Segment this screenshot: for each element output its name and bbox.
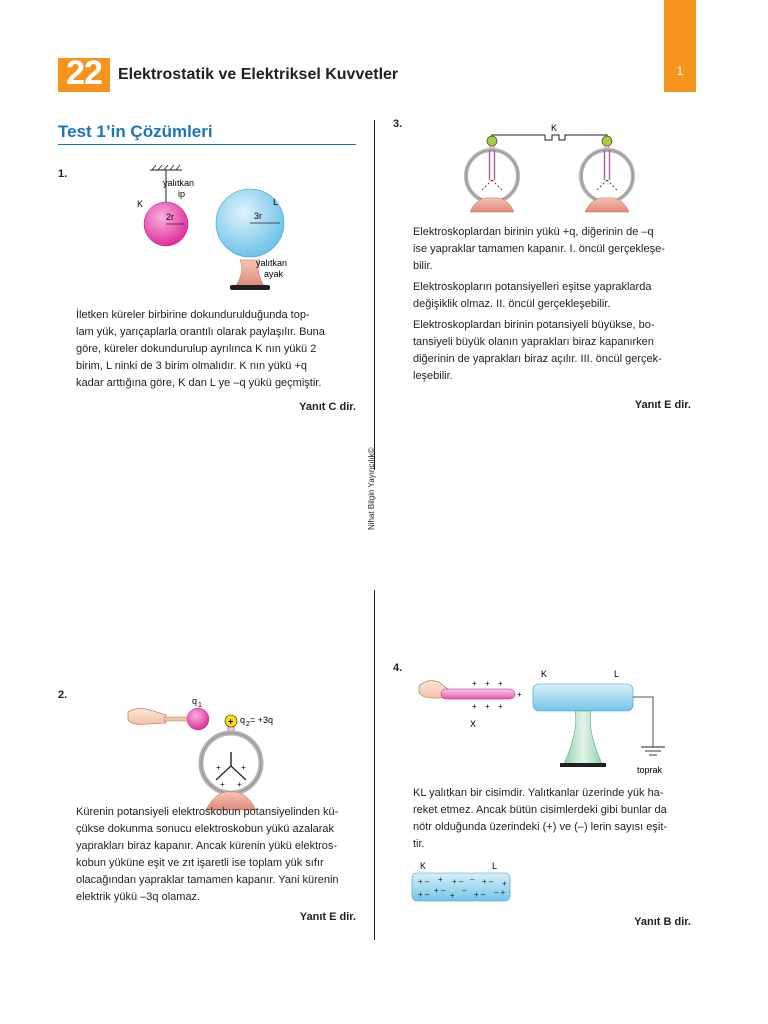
hand — [128, 708, 166, 724]
q4-line: tir. — [413, 838, 425, 850]
charged-rod-x — [441, 689, 515, 699]
svg-text:+ –: + – — [474, 890, 486, 899]
q3-answer: Yanıt E dir. — [634, 399, 691, 411]
q4-explanation — [413, 785, 691, 853]
rod-charge: + — [517, 690, 522, 699]
wire-left — [492, 135, 545, 141]
svg-text:+: + — [438, 875, 443, 884]
q3-line: tansiyeli büyük olanın yaprakları biraz kapanırken — [413, 336, 654, 348]
q3-figure — [455, 118, 695, 218]
q3-line: Elektroskopların potansiyelleri eşitse yapraklarda — [413, 281, 652, 293]
insulating-body-kl — [533, 684, 633, 711]
q2-line: olacağından yapraklar tamamen kapanır. Yani kürenin — [76, 874, 339, 886]
q4-line: KL yalıtkan bir cisimdir. Yalıtkanlar üzerinde yük ha- — [413, 787, 664, 799]
neutral-body-k-label: K — [420, 861, 427, 871]
question-3-number: 3. — [393, 118, 403, 130]
chapter-title: Elektrostatik ve Elektriksel Kuvvetler — [118, 66, 399, 83]
q3-paragraph — [413, 279, 691, 313]
wire-right — [565, 135, 607, 141]
leaf-charge: + — [220, 780, 225, 789]
rod-charge: + — [472, 679, 477, 688]
column-divider-top — [374, 120, 375, 470]
q3-paragraph — [413, 224, 691, 275]
neutral-body-l-label: L — [492, 861, 498, 871]
stand-label-1: yalıtkan — [256, 258, 288, 268]
section-title: Test 1’in Çözümleri — [58, 122, 213, 141]
q1-line: birim, L ninki de 3 birim olmalıdır. K nın yükü +q — [76, 360, 307, 372]
rod-label-x: X — [470, 719, 477, 729]
q3-line: ise yapraklar tamamen kapanır. I. öncül gerçekleşe- — [413, 243, 665, 255]
svg-text:–: – — [462, 886, 467, 895]
switch-k-label: K — [551, 123, 558, 133]
leaf-charge: + — [237, 780, 242, 789]
q2-line: elektrik yükü –3q olamaz. — [76, 891, 201, 903]
q3-line: değişiklik olmaz. II. öncül gerçekleşebilir. — [413, 298, 611, 310]
q3-line: diğerinin de yaprakları biraz açılır. III. öncül gerçek- — [413, 353, 662, 365]
rod-charge: + — [472, 702, 477, 711]
knob-plus-sign: + — [228, 716, 234, 727]
sphere-l-label: L — [273, 197, 279, 207]
q3-line: Elektroskoplardan birinin potansiyeli büyükse, bo- — [413, 319, 655, 331]
ground-symbol — [641, 747, 665, 755]
insulating-pedestal — [564, 711, 602, 764]
string-label-1: yalıtkan — [163, 178, 195, 188]
leaf-charge: + — [216, 763, 221, 772]
switch-k — [545, 135, 565, 140]
q3-explanation — [413, 224, 691, 385]
page-number: 1 — [676, 64, 684, 78]
question-2-number: 2. — [58, 689, 68, 701]
q2-line: çükse dokunma sonucu elektroskobun yükü azalarak — [76, 823, 335, 835]
chapter-number: 22 — [66, 54, 102, 92]
column-divider-bottom — [374, 590, 375, 940]
rod-charge: + — [485, 702, 490, 711]
svg-text:– +: – + — [494, 888, 506, 897]
q4-line: reket etmez. Ancak bütün cisimlerdeki gibi bunlar da — [413, 804, 667, 816]
q1-subscript: 1 — [198, 702, 202, 709]
q4-answer: Yanıt B dir. — [634, 916, 691, 928]
q4-line: nötr olduğunda üzerindeki (+) ve (–) lerin sayısı eşit- — [413, 821, 668, 833]
rod-charge: + — [498, 702, 503, 711]
q3-line: Elektroskoplardan birinin yükü +q, diğerinin de –q — [413, 226, 654, 238]
svg-text:+: + — [450, 891, 455, 900]
publisher-vertical-text: Nihat Bilgin Yayıncılık© — [367, 447, 376, 530]
electroscope-right-knob — [602, 136, 612, 146]
q2-symbol: q — [240, 715, 246, 725]
q2-answer: Yanıt E dir. — [299, 911, 356, 923]
stand-label-2: ayak — [264, 269, 284, 279]
electroscope-left-base — [470, 198, 514, 212]
q2-line: yaprakları biraz kapanır. Ancak kürenin yükü elektros- — [76, 840, 338, 852]
q1-answer: Yanıt C dir. — [299, 401, 356, 413]
question-4-number: 4. — [393, 662, 403, 674]
svg-text:+ –: + – — [452, 877, 464, 886]
sphere-l-radius: 3r — [254, 211, 263, 221]
sphere-q1 — [187, 708, 209, 730]
leaf-charge: + — [241, 763, 246, 772]
string-label-2: ip — [178, 189, 186, 199]
q1-line: lam yük, yarıçaplarla orantılı olarak paylaşılır. Buna — [76, 326, 325, 338]
q3-line: bilir. — [413, 260, 433, 272]
rod-charge: + — [498, 679, 503, 688]
ground-wire — [633, 697, 653, 747]
sphere-k-label: K — [137, 199, 144, 209]
q2-line: kobun yüküne eşit ve zıt işaretli ise toplam yük sıfır — [76, 857, 324, 869]
q2-explanation — [76, 804, 356, 906]
electroscope-right-base — [585, 198, 629, 212]
svg-text:+ –: + – — [434, 886, 446, 895]
q1-symbol: q — [192, 696, 198, 706]
q2-line: Kürenin potansiyeli elektroskobun potansiyelinden kü- — [76, 806, 339, 818]
svg-text:+ –: + – — [482, 877, 494, 886]
ground-label: toprak — [637, 765, 663, 775]
q1-line: göre, küreler dokundurulup ayrılınca K nın yükü 2 — [76, 343, 317, 355]
question-1-number: 1. — [58, 168, 68, 180]
electroscope-left-glass — [466, 150, 518, 202]
q4-figure — [415, 660, 680, 778]
q3-paragraph — [413, 317, 691, 385]
q2-figure — [120, 690, 300, 815]
body-end-l-label: L — [614, 669, 620, 679]
electroscope-right-glass — [581, 150, 633, 202]
sphere-k-radius: 2r — [166, 212, 175, 222]
ceiling-hatch — [152, 165, 180, 170]
q1-line: İletken küreler birbirine dokundurulduğunda top- — [76, 309, 310, 321]
pedestal-base — [560, 763, 606, 767]
svg-text:+ –: + – — [418, 890, 430, 899]
q1-explanation — [76, 307, 356, 392]
q2-value: = +3q — [250, 715, 274, 725]
section-title-underline — [58, 144, 356, 145]
svg-text:+ –: + – — [418, 877, 430, 886]
q3-line: leşebilir. — [413, 370, 453, 382]
page-corner-tab — [664, 0, 696, 92]
stand-base — [230, 285, 270, 290]
q1-line: kadar arttığına göre, K dan L ye –q yükü geçmiştir. — [76, 377, 322, 389]
svg-text:+: + — [502, 879, 507, 888]
rod-charge: + — [485, 679, 490, 688]
body-end-k-label: K — [541, 669, 548, 679]
q1-figure — [120, 160, 320, 295]
svg-text:–: – — [470, 875, 475, 884]
q4-neutral-body-figure — [408, 858, 518, 906]
electroscope-left-knob — [487, 136, 497, 146]
q2-subscript: 2 — [246, 721, 250, 728]
